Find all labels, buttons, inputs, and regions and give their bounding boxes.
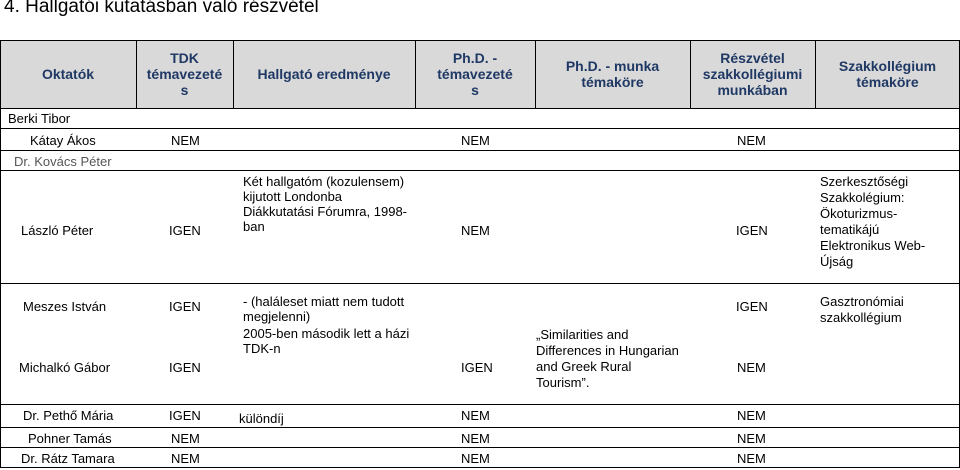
row-kovacs-name: Dr. Kovács Péter (14, 154, 112, 169)
row-berki-name: Berki Tibor (8, 111, 71, 126)
row-laszlo-szakkollegium: Szerkesztőségi Szakkolégium: Ökoturizmus- tematikájú Elektronikus Web- Újság (820, 174, 926, 269)
row-ratz-name: Dr. Rátz Tamara (21, 451, 115, 466)
row-michalko-phd-munka: „Similarities and Differences in Hungarian and Greek Rural Tourism”. (536, 327, 679, 390)
grid-line (535, 40, 536, 108)
row-ratz-phd: NEM (461, 451, 490, 466)
row-ratz-tdk: NEM (171, 451, 200, 466)
row-meszes-name: Meszes István (23, 299, 107, 314)
row-petho-tdk: IGEN (169, 408, 201, 423)
row-petho-reszvetel: NEM (737, 408, 766, 423)
header-phd-munka-temakore: Ph.D. - munka témaköre (565, 58, 660, 90)
row-katay-reszvetel: NEM (737, 133, 766, 148)
grid-line (0, 40, 1, 467)
row-michalko-phd: IGEN (461, 360, 493, 375)
grid-line (136, 40, 137, 108)
header-szakkollegium-temakore: Szakkollégium témaköre (838, 58, 937, 90)
row-pohner-phd: NEM (461, 431, 490, 446)
row-katay-phd: NEM (461, 133, 490, 148)
grid-line (0, 108, 960, 109)
row-meszes-tdk: IGEN (169, 299, 201, 314)
header-oktatok: Oktatók (41, 66, 95, 82)
grid-line (0, 283, 960, 284)
row-meszes-eredmeny: - (haláleset miatt nem tudott megjelenni) (243, 294, 405, 324)
row-laszlo-reszvetel: IGEN (736, 223, 768, 238)
row-pohner-name: Pohner Tamás (28, 431, 112, 446)
row-michalko-tdk: IGEN (169, 360, 201, 375)
grid-line (0, 427, 960, 428)
row-petho-name: Dr. Pethő Mária (23, 408, 114, 423)
grid-line (0, 150, 960, 151)
row-meszes-reszvetel: IGEN (736, 299, 768, 314)
row-michalko-reszvetel: NEM (737, 360, 766, 375)
row-pohner-reszvetel: NEM (737, 431, 766, 446)
header-hallgato-eredmenye: Hallgató eredménye (257, 66, 391, 82)
grid-line (815, 40, 816, 108)
row-petho-phd: NEM (461, 408, 490, 423)
row-michalko-eredmeny: 2005-ben második lett a házi TDK-n (243, 326, 410, 356)
row-ratz-reszvetel: NEM (737, 451, 766, 466)
row-pohner-tdk: NEM (171, 431, 200, 446)
row-laszlo-tdk: IGEN (169, 223, 201, 238)
grid-line (0, 170, 960, 171)
grid-line (0, 128, 960, 129)
header-reszvetel: Részvétel szakkollégiumi munkában (702, 50, 803, 98)
grid-line (0, 467, 960, 468)
grid-line (0, 404, 960, 405)
row-michalko-name: Michalkó Gábor (19, 360, 111, 375)
header-phd-temavezetes: Ph.D. - témavezeté s (437, 50, 513, 98)
grid-line (415, 40, 416, 108)
row-petho-eredmeny: különdíj (239, 411, 284, 426)
row-laszlo-phd: NEM (461, 223, 490, 238)
header-tdk: TDK témavezeté s (146, 50, 223, 98)
grid-line (0, 40, 960, 41)
row-laszlo-name: László Péter (21, 223, 94, 238)
page-title: 4. Hallgatói kutatásban való részvétel (4, 0, 319, 17)
row-katay-tdk: NEM (171, 133, 200, 148)
grid-line (233, 40, 234, 108)
row-katay-name: Kátay Ákos (30, 133, 96, 148)
row-laszlo-eredmeny: Két hallgatóm (kozulensem) kijutott Londonba Diákkutatási Fórumra, 1998- ban (243, 174, 408, 234)
grid-line (0, 447, 960, 448)
grid-line (690, 40, 691, 108)
row-meszes-szakkollegium: Gasztronómiai szakkollégium (820, 294, 904, 325)
